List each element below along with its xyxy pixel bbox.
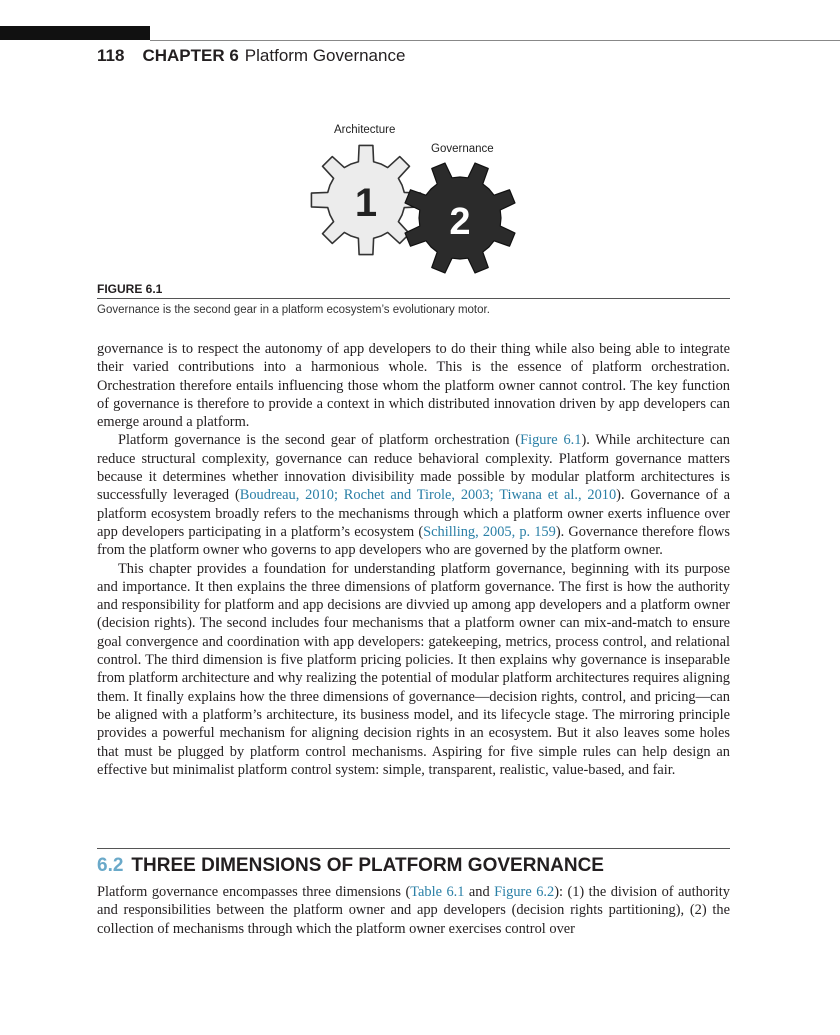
gear-1-number: 1 — [354, 181, 378, 225]
header-bar — [0, 26, 150, 40]
figure-6-1-link[interactable]: Figure 6.1 — [520, 432, 582, 449]
text-run: Platform governance encompasses three dimensions ( — [97, 884, 411, 900]
gears-illustration — [300, 120, 540, 280]
body-text — [97, 340, 730, 779]
figure-rule — [97, 298, 730, 299]
citation-link[interactable]: Boudreau, 2010; Rochet and Tirole, 2003; Tiwana et al., 2010 — [239, 487, 617, 504]
section-body — [97, 883, 730, 938]
text-run: ). Governance of a platform ecosystem broadly refers to the mechanisms through which a platform owner exerts influence over app developers participating in a platform’s ecosystem ( — [97, 487, 730, 540]
chapter-label: CHAPTER 6 — [142, 46, 239, 65]
figure-gears — [300, 120, 540, 280]
gear-governance-icon — [405, 163, 515, 273]
table-6-1-link[interactable]: Table 6.1 — [410, 884, 465, 900]
gear-2-label: Governance — [431, 143, 494, 155]
section-rule — [97, 848, 730, 849]
paragraph-1: governance is to respect the autonomy of app developers to do their thing while also being able to integrate their varied contributions into a harmonious whole. This is the essence of platform orchestration. Orchestration therefore entails influencing those whom the platform owner cannot control. The key function of governance is therefore to provide a context in which distributed innovation driven by app developers can emerge around a platform. — [97, 341, 730, 431]
running-head — [97, 46, 405, 66]
section-heading — [97, 855, 604, 877]
gear-architecture-icon — [311, 145, 420, 254]
gear-2-number: 2 — [449, 201, 471, 243]
gear-1-label: Architecture — [334, 124, 396, 136]
section-paragraph — [97, 883, 730, 938]
text-run: and — [464, 884, 495, 900]
figure-label: FIGURE 6.1 — [97, 282, 163, 296]
citation-link[interactable]: Schilling, 2005, p. 159 — [423, 523, 556, 540]
paragraph-3: This chapter provides a foundation for understanding platform governance, beginning with its purpose and importance. It then explains the three dimensions of platform governance. The first is how the authority and responsibility for platform and app decisions are divvied up among app developers and a platform owner (decision rights). The second includes four mechanisms that a platform owner can mix-and-match to ensure goal convergence and coordination with app developers: gatekeeping, metrics, process control, and relational control. The third dimension is five platform pricing policies. It then explains why governance is inseparable from platform architecture and why realizing the potential of modular platform architectures requires aligning them. It finally explains how the three dimensions of governance—decision rights, control, and pricing—can be aligned with a platform’s architecture, its business model, and its lifecycle stage. The mirroring principle provides a powerful mechanism for aligning decision rights in an ecosystem. But it also leaves some holes that must be plugged by platform control mechanisms. Aspiring for five simple rules can help design an effective but minimalist platform control system: simple, transparent, realistic, value-based, and fair. — [97, 560, 730, 778]
section-number: 6.2 — [97, 855, 124, 876]
page-number: 118 — [97, 46, 125, 65]
figure-6-2-link[interactable]: Figure 6.2 — [494, 884, 555, 900]
section-title: THREE DIMENSIONS OF PLATFORM GOVERNANCE — [131, 855, 604, 876]
text-run: Platform governance is the second gear of platform orchestration ( — [118, 432, 521, 449]
figure-caption: Governance is the second gear in a platform ecosystem’s evolutionary motor. — [97, 304, 490, 316]
text-run: ). Governance therefore flows from the platform owner who governs to app developers who are governed by the platform owner. — [97, 523, 730, 559]
header-rule — [150, 40, 840, 41]
chapter-title: Platform Governance — [244, 46, 406, 65]
text-run: ). While architecture can reduce structural complexity, governance can reduce behavioral complexity. Platform governance matters because it determines whether innovation divisibility made possible by modular platform architectures is successfully leveraged ( — [97, 432, 730, 504]
paragraph-2 — [97, 431, 730, 559]
text-run: ): (1) the division of authority and responsibilities between the platform owner and app developers (decision rights partitioning), (2) the collection of mechanisms through which the platform owner exercises control over — [97, 884, 730, 937]
